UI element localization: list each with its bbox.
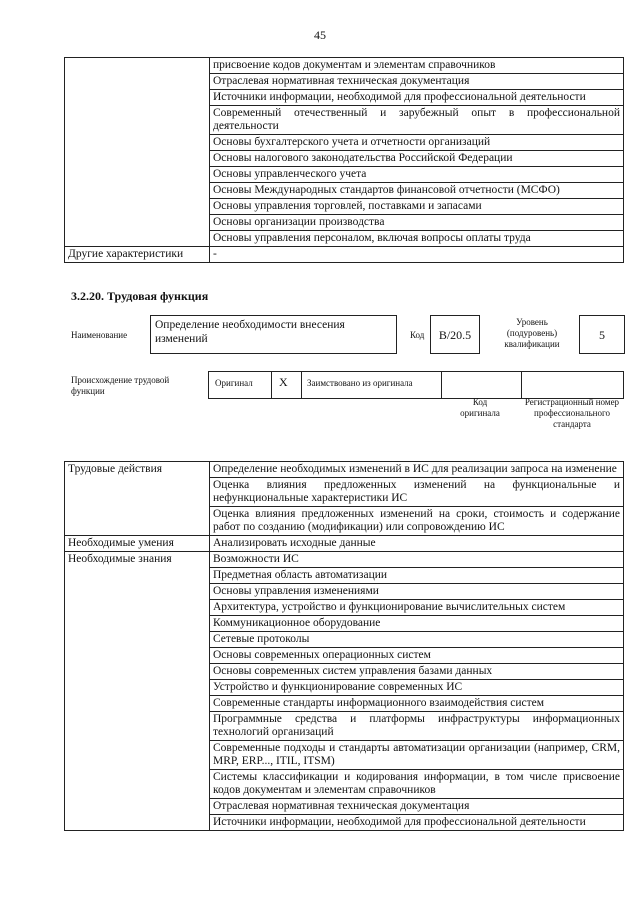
knowledge-item: Основы бухгалтерского учета и отчетности организаций: [210, 135, 624, 151]
knowledge-item: Коммуникационное оборудование: [210, 616, 624, 632]
origin-cell-registration: [522, 372, 624, 398]
code-label: Код: [410, 330, 425, 340]
code-value: B/20.5: [430, 315, 480, 354]
knowledge-item: Основы Международных стандартов финансовой отчетности (МСФО): [210, 183, 624, 199]
knowledge-item: Современный отечественный и зарубежный опыт в профессиональной деятельности: [210, 106, 624, 135]
knowledge-item: Основы современных операционных систем: [210, 648, 624, 664]
origin-row: [208, 371, 624, 399]
page-number: 45: [314, 28, 326, 42]
required-knowledge-label: Необходимые знания: [65, 552, 210, 831]
knowledge-item: Программные средства и платформы инфраструктуры информационных технологий организаций: [210, 712, 624, 741]
required-skills-label: Необходимые умения: [65, 536, 210, 552]
table-label-cell: [65, 58, 210, 247]
labor-function-table: [64, 461, 624, 831]
original-code-label: Код оригинала: [460, 397, 500, 418]
knowledge-item: Основы современных систем управления базами данных: [210, 664, 624, 680]
section-title: 3.2.20. Трудовая функция: [71, 289, 209, 303]
knowledge-item: Основы управления торговлей, поставками и запасами: [210, 199, 624, 215]
knowledge-item: Современные стандарты информационного взаимодействия систем: [210, 696, 624, 712]
table-row: [65, 536, 624, 552]
table-row: [65, 462, 624, 478]
knowledge-item: Предметная область автоматизации: [210, 568, 624, 584]
qualification-level-label: Уровень (подуровень) квалификации: [504, 317, 560, 349]
origin-label: Происхождение трудовой функции: [71, 375, 170, 396]
skill-item: Анализировать исходные данные: [210, 536, 624, 552]
continuation-table: [64, 57, 624, 263]
table-row: [65, 247, 624, 263]
labor-actions-label: Трудовые действия: [65, 462, 210, 536]
knowledge-item: Основы управленческого учета: [210, 167, 624, 183]
knowledge-item: Основы организации производства: [210, 215, 624, 231]
knowledge-item: Отраслевая нормативная техническая документация: [210, 799, 624, 815]
table-row: [65, 552, 624, 568]
knowledge-item: Архитектура, устройство и функционирование вычислительных систем: [210, 600, 624, 616]
name-label: Наименование: [71, 330, 128, 340]
knowledge-item: Возможности ИС: [210, 552, 624, 568]
knowledge-item: Основы управления персоналом, включая вопросы оплаты труда: [210, 231, 624, 247]
registration-number-label: Регистрационный номер профессионального стандарта: [524, 397, 620, 429]
borrowed-label: Заимствовано из оригинала: [307, 378, 413, 388]
labor-action-item: Оценка влияния предложенных изменений на сроки, стоимость и содержание работ по созданию (модификации) или сопровождению ИС: [210, 507, 624, 536]
original-label: Оригинал: [215, 378, 253, 388]
other-characteristics-value: -: [210, 247, 624, 263]
qualification-level-value: 5: [579, 315, 625, 354]
knowledge-item: Современные подходы и стандарты автоматизации организации (например, CRM, MRP, ERP..., ITIL, ITSM): [210, 741, 624, 770]
knowledge-item: Основы налогового законодательства Российской Федерации: [210, 151, 624, 167]
knowledge-item: Устройство и функционирование современных ИС: [210, 680, 624, 696]
knowledge-item: Основы управления изменениями: [210, 584, 624, 600]
name-value: Определение необходимости внесения изменений: [150, 315, 397, 354]
origin-cell-code: [442, 372, 522, 398]
knowledge-item: присвоение кодов документам и элементам справочников: [210, 58, 624, 74]
table-row: [65, 58, 624, 74]
knowledge-item: Источники информации, необходимой для профессиональной деятельности: [210, 815, 624, 831]
knowledge-item: Отраслевая нормативная техническая документация: [210, 74, 624, 90]
knowledge-item: Сетевые протоколы: [210, 632, 624, 648]
original-mark: X: [279, 375, 288, 389]
labor-action-item: Оценка влияния предложенных изменений на функциональные и нефункциональные характеристики ИС: [210, 478, 624, 507]
knowledge-item: Источники информации, необходимой для профессиональной деятельности: [210, 90, 624, 106]
labor-action-item: Определение необходимых изменений в ИС для реализации запроса на изменение: [210, 462, 624, 478]
other-characteristics-label: Другие характеристики: [65, 247, 210, 263]
knowledge-item: Системы классификации и кодирования информации, в том числе присвоение кодов документам и элементам справочников: [210, 770, 624, 799]
